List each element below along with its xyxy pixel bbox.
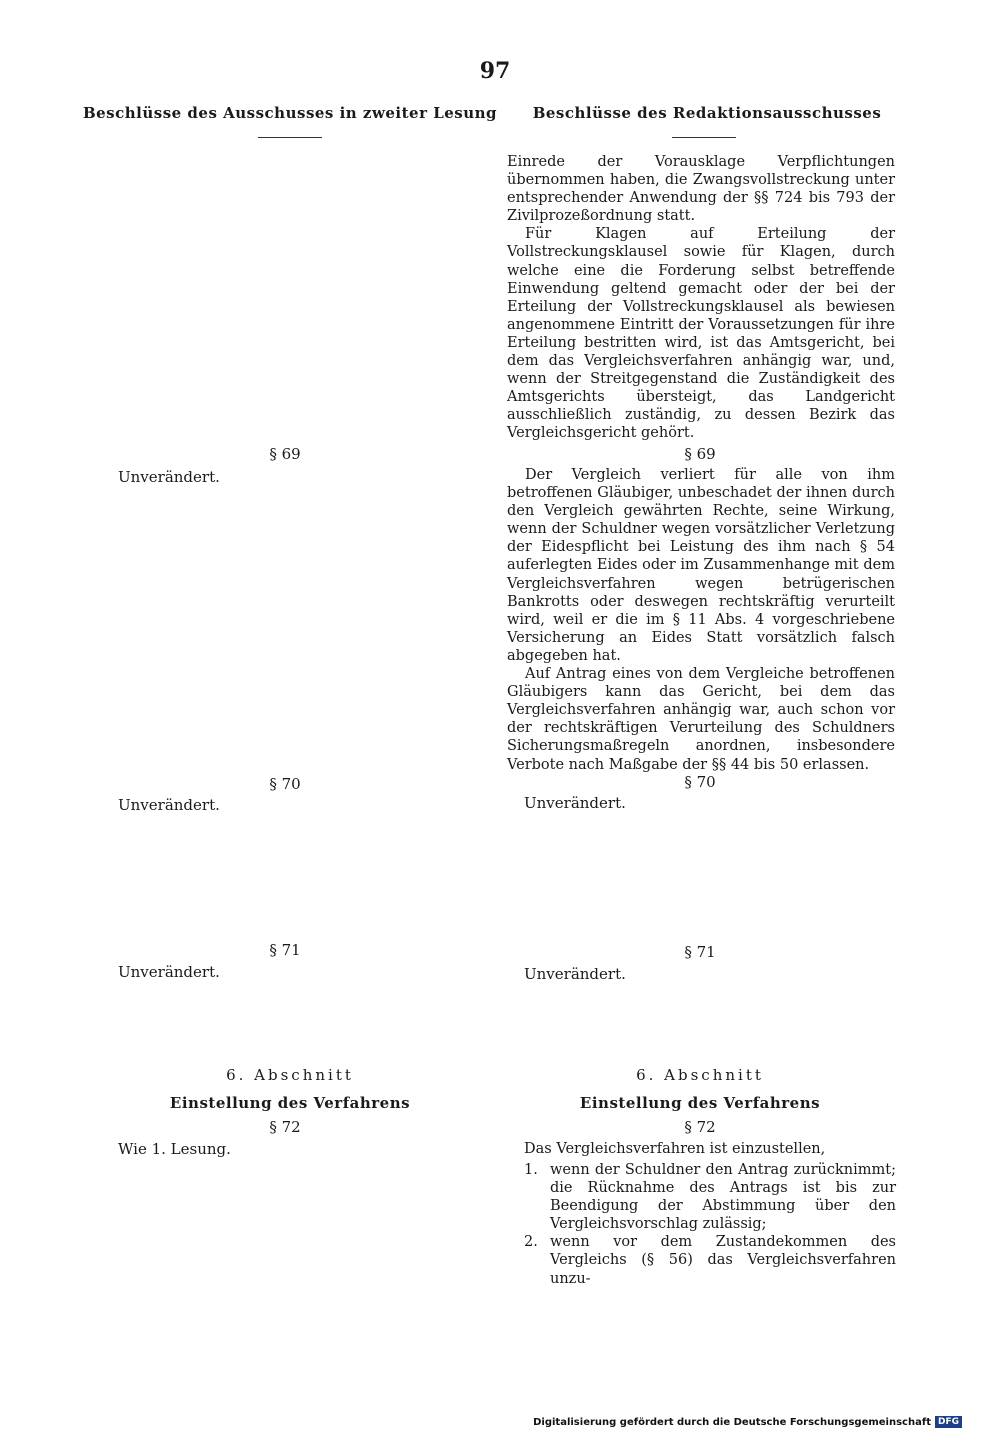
left-section-71: § 71 — [269, 941, 301, 959]
list-item — [524, 1161, 896, 1233]
right-section-70-text: Unverändert. — [524, 794, 626, 812]
right-section-72-intro: Das Vergleichsverfahren ist einzustellen, — [524, 1141, 826, 1157]
right-chapter-label: 6. Abschnitt — [636, 1066, 764, 1084]
left-chapter-label: 6. Abschnitt — [226, 1066, 354, 1084]
right-section-72: § 72 — [684, 1118, 716, 1136]
list-item-number: 2. — [524, 1234, 538, 1251]
footer-text: Digitalisierung gefördert durch die Deutsche Forschungsgemeinschaft — [533, 1416, 931, 1428]
right-column-heading: Beschlüsse des Redaktionsausschusses — [532, 104, 882, 122]
left-section-69: § 69 — [269, 445, 301, 463]
right-section-70: § 70 — [684, 773, 716, 791]
dfg-logo: DFG — [935, 1416, 962, 1428]
right-continuation-text — [507, 153, 895, 443]
left-column-heading: Beschlüsse des Ausschusses in zweiter Lesung — [82, 104, 498, 122]
list-item-text: wenn vor dem Zustandekommen des Vergleichs (§ 56) das Vergleichsverfahren unzu- — [550, 1234, 896, 1287]
left-section-71-text: Unverändert. — [118, 963, 220, 981]
continuation-paragraph-2: Für Klagen auf Erteilung der Vollstreckungsklausel sowie für Klagen, durch welche eine die Forderung selbst betreffende Einwendung geltend gemacht oder der bei der Erteilung der Vollstreckungsklausel als bewiesen angenommene Eintritt der Voraussetzungen für ihre Erteilung bestritten wird, ist das Amtsgericht, bei dem das Vergleichsverfahren anhängig war, und, wenn der Streitgegenstand die Zuständigkeit des Amtsgerichts übersteigt, das Landgericht ausschließlich zuständig, zu dessen Bezirk das Vergleichsgericht gehört. — [507, 226, 895, 442]
left-heading-rule — [258, 137, 322, 138]
right-section-71-text: Unverändert. — [524, 965, 626, 983]
digitization-footer — [533, 1416, 962, 1428]
left-section-69-text: Unverändert. — [118, 468, 220, 486]
right-section-71: § 71 — [684, 943, 716, 961]
left-chapter-title: Einstellung des Verfahrens — [169, 1094, 411, 1112]
left-section-72: § 72 — [269, 1118, 301, 1136]
continuation-paragraph-1: Einrede der Vorausklage Verpflichtungen übernommen haben, die Zwangsvollstreckung unter entsprechender Anwendung der §§ 724 bis 793 der Zivilprozeßordnung statt. — [507, 154, 895, 225]
section-69-paragraph-1: Der Vergleich verliert für alle von ihm betroffenen Gläubiger, unbeschadet der ihnen durch den Vergleich gewährten Rechte, seine Wirkung, wenn der Schuldner wegen vorsätzlicher Verletzung der Eidespflicht bei Leistung des ihm nach § 54 auferlegten Eides oder im Zusammenhange mit dem Vergleichsverfahren wegen betrügerischen Bankrotts oder deswegen rechtskräftig verurteilt wird, weil er die im § 11 Abs. 4 vorgeschriebene Versicherung an Eides Statt vorsätzlich falsch abgegeben hat. — [507, 467, 895, 664]
page-number: 97 — [479, 58, 511, 84]
list-item-number: 1. — [524, 1162, 538, 1178]
section-72-list — [524, 1161, 896, 1288]
section-69-paragraph-2: Auf Antrag eines von dem Vergleiche betroffenen Gläubigers kann das Gericht, bei dem das Vergleichsverfahren anhängig war, auch schon vor der rechtskräftigen Verurteilung des Schuldners Sicherungsmaßregeln anordnen, insbesondere Verbote nach Maßgabe der §§ 44 bis 50 erlassen. — [507, 666, 895, 773]
right-chapter-title: Einstellung des Verfahrens — [579, 1094, 821, 1112]
left-section-70: § 70 — [269, 775, 301, 793]
right-heading-rule — [672, 137, 736, 138]
right-section-69: § 69 — [684, 445, 716, 463]
right-section-69-body — [507, 466, 895, 774]
left-section-70-text: Unverändert. — [118, 796, 220, 814]
left-section-72-text: Wie 1. Lesung. — [118, 1140, 231, 1158]
list-item — [524, 1233, 896, 1287]
list-item-text: wenn der Schuldner den Antrag zurücknimmt; die Rücknahme des Antrags ist bis zur Beendigung der Abstimmung über den Vergleichsvorschlag zulässig; — [550, 1162, 896, 1233]
